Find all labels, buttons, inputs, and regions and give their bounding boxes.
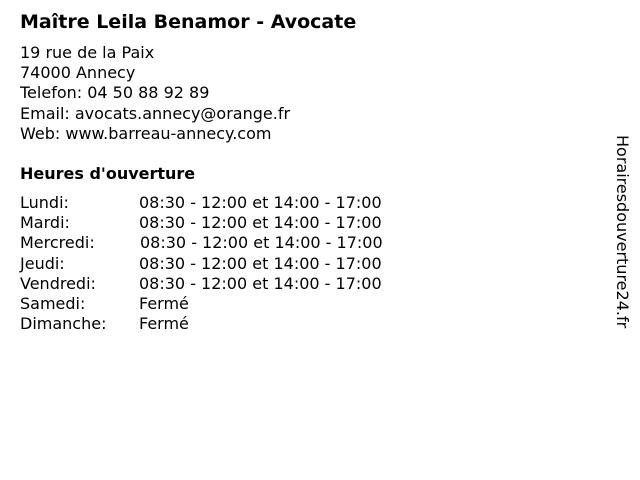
- day-label: Samedi:: [20, 293, 86, 313]
- contact-block: [20, 43, 290, 144]
- hours-value: 08:30 - 12:00 et 14:00 - 17:00: [140, 233, 383, 253]
- opening-hours-heading: Heures d'ouverture: [20, 164, 196, 183]
- hours-value: 08:30 - 12:00 et 14:00 - 17:00: [139, 213, 382, 233]
- hours-value: 08:30 - 12:00 et 14:00 - 17:00: [139, 193, 382, 212]
- email-line: Email: avocats.annecy@orange.fr: [20, 103, 291, 123]
- day-label: Jeudi:: [20, 253, 65, 273]
- business-title: Maître Leila Benamor - Avocate: [20, 11, 357, 33]
- phone-line: Telefon: 04 50 88 92 89: [20, 83, 210, 103]
- hours-value: Fermé: [139, 314, 189, 334]
- street-address: 19 rue de la Paix: [20, 43, 155, 62]
- hours-value: 08:30 - 12:00 et 14:00 - 17:00: [139, 253, 382, 273]
- day-label: Mardi:: [20, 213, 70, 233]
- hours-value: 08:30 - 12:00 et 14:00 - 17:00: [139, 273, 382, 293]
- web-line: Web: www.barreau-annecy.com: [20, 123, 272, 143]
- site-watermark: Horairesdouverture24.fr: [613, 135, 632, 329]
- city-postal-code: 74000 Annecy: [20, 63, 136, 83]
- hours-value: Fermé: [139, 293, 189, 313]
- day-label: Dimanche:: [20, 314, 107, 334]
- day-label: Vendredi:: [20, 273, 96, 293]
- day-label: Lundi:: [20, 193, 69, 212]
- day-label: Mercredi:: [20, 233, 95, 253]
